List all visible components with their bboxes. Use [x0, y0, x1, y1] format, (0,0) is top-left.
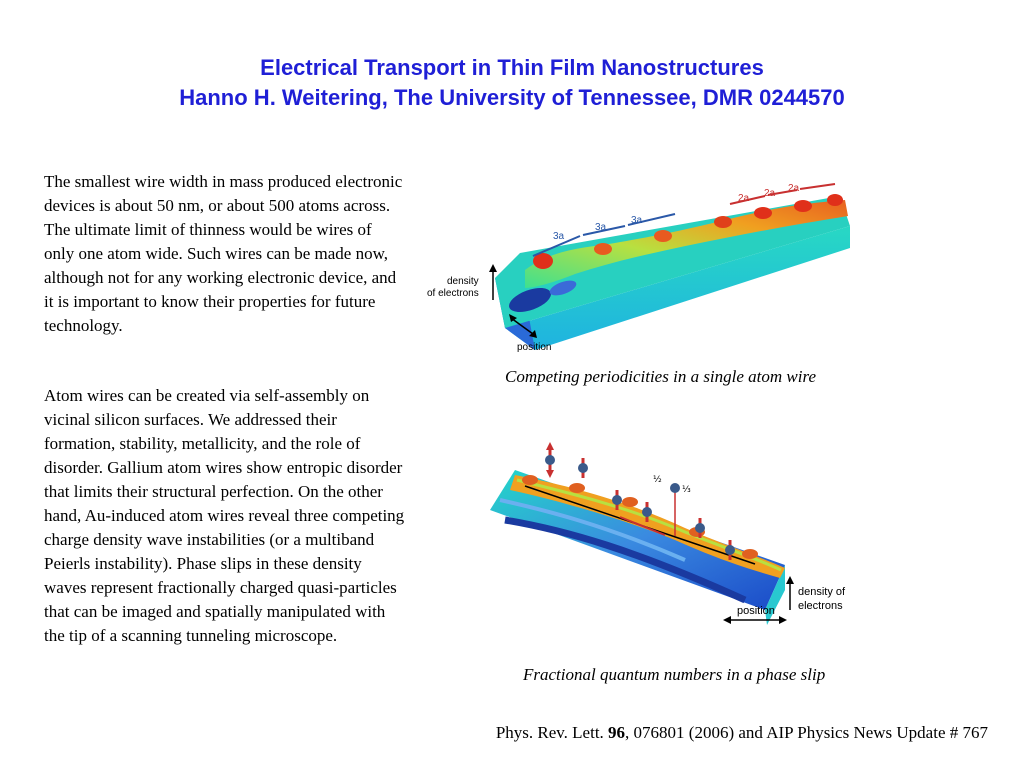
reference-citation: [496, 723, 988, 743]
surface-plot: [490, 470, 785, 625]
period-label-3a-3: 3a: [631, 215, 643, 226]
period-label-3a-1: 3a: [553, 231, 565, 242]
reference-volume: 96: [608, 723, 626, 742]
reference-prefix: Phys. Rev. Lett.: [495, 723, 609, 742]
y-axis-label-2: of electrons: [427, 288, 479, 299]
period-label-2a-3: 2a: [788, 183, 800, 194]
x-axis-arrowhead-left: [723, 616, 731, 624]
x-axis-arrowhead-right: [779, 616, 787, 624]
body-paragraph-2: Atom wires can be created via self-assembly on vicinal silicon surfaces. We addressed their formation, stability, metallicity, and the role of disorder. Gallium atom wires show entropic disorder that limits their structural perfection. On the other hand, Au-induced atom wires reveal three competing charge density wave instabilities (or a multiband Peierls instability). Phase slips in these density waves represent fractionally charged quasi-particles that can be imaged and spatially manipulated with the tip of a scanning tunneling microscope.: [44, 386, 405, 645]
y-axis-label-2: electrons: [798, 600, 843, 612]
period-label-3a-2: 3a: [595, 222, 607, 233]
reference-suffix: , 076801 (2006) and AIP Physics News Update # 767: [625, 723, 988, 742]
y-axis-label-1: density of: [798, 586, 846, 598]
slide-title: Electrical Transport in Thin Film Nanostructures: [260, 55, 764, 80]
figure1-caption: Competing periodicities in a single atom wire: [505, 367, 817, 386]
x-axis-label: position: [737, 605, 775, 617]
fraction-third: ⅓: [682, 485, 691, 495]
x-axis-label: position: [517, 342, 552, 353]
period-label-2a-1: 2a: [738, 193, 750, 204]
figure-competing-periodicities: [425, 178, 855, 358]
fraction-half: ½: [653, 475, 662, 485]
body-paragraph-1: The smallest wire width in mass produced electronic devices is about 50 nm, or about 500 atoms across. The ultimate limit of thinness would be wires of only one atom wide. Such wires can be made now, although not for any working electronic device, and it is important to know their properties for future technology.: [44, 172, 403, 335]
period-label-2a-2: 2a: [764, 188, 776, 199]
y-axis-arrowhead: [786, 576, 794, 584]
slide-subtitle: Hanno H. Weitering, The University of Tennessee, DMR 0244570: [179, 85, 845, 110]
surface-plot: [495, 194, 850, 350]
figure2-caption: Fractional quantum numbers in a phase slip: [523, 665, 826, 684]
y-axis-arrowhead: [489, 264, 497, 272]
y-axis-label-1: density: [447, 276, 479, 287]
figure-phase-slip: [485, 440, 860, 630]
